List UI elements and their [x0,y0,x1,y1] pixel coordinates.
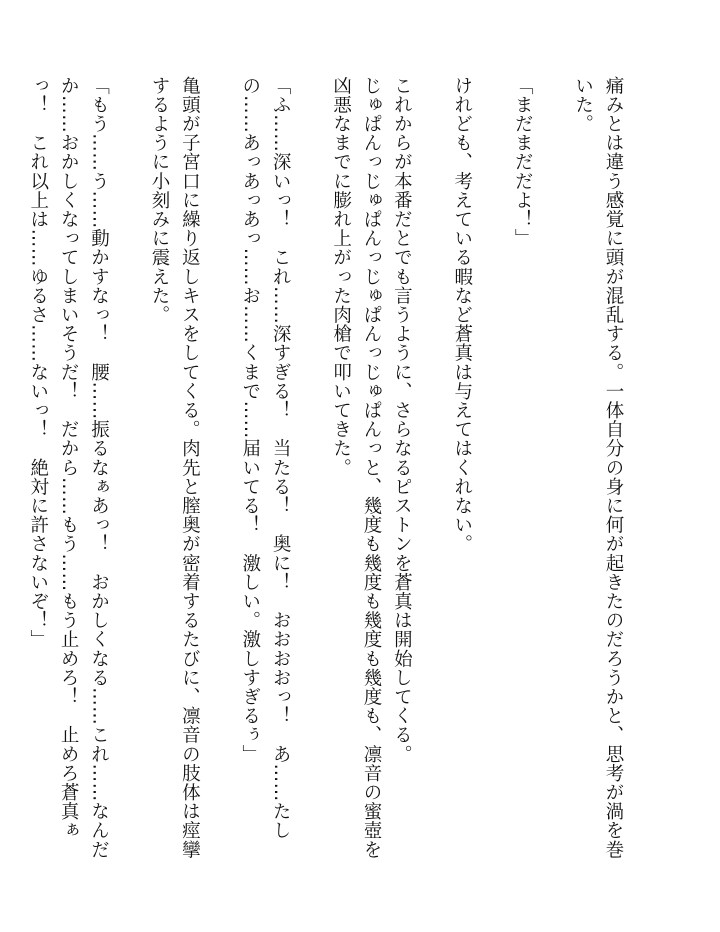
paragraph-8: 「もう……う……動かすなっ！ 腰……振るなぁあっ！ おかしくなる……これ……なんだか……おかしくなってしまいそうだ！ だから……もう……もう止めろ！ 止めろ蒼真ぁっ！ これ以上は……ゆるさ……ないっ！ 絶対に許さないぞ！」 [27,76,110,860]
paragraph-7: 亀頭が子宮口に繰り返しキスをしてくる。肉先と膣奥が密着するたびに、凛音の肢体は痙攣するように小刻みに震えた。 [148,76,201,860]
paragraph-5: じゅぱんっじゅぱんっじゅぱんっじゅぱんっと、幾度も幾度も幾度も幾度も、凛音の蜜壺を凶悪なまでに膨れ上がった肉槍で叩いてきた。 [330,76,382,860]
paragraph-gap [537,76,567,866]
paragraph-gap [477,76,507,866]
paragraph-3: けれども、考えている暇など蒼真は与えてはくれない。 [451,76,473,554]
paragraph-4: これからが本番だとでも言うように、さらなるピストンを蒼真は開始してくる。 [391,76,413,764]
paragraph-gap [295,76,325,866]
paragraph-gap [416,76,446,866]
paragraph-2: 「まだまだだよ！」 [512,76,534,248]
paragraph-1: 痛みとは違う感覚に頭が混乱する。一体自分の身に何が起きたのだろうかと、思考が渦を巻いた。 [572,76,624,860]
paragraph-gap [204,76,234,866]
vertical-text-body [22,76,628,866]
paragraph-6: 「ふ……深いっ！ これ……深すぎる！ 当たる！ 奥に！ おおおおっ！ あ……たしの……あっあっあっ……お……くまで……届いてる！ 激しい。激しすぎるぅ」 [239,76,292,840]
paragraph-gap [114,76,144,866]
